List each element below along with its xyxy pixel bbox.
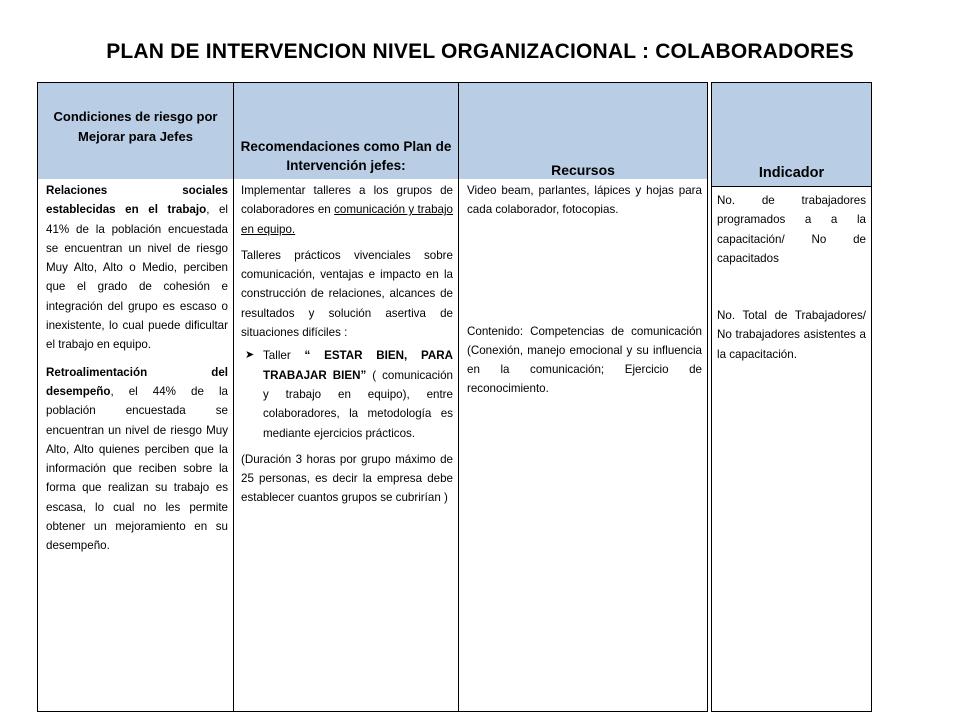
header-condiciones: Condiciones de riesgo por Mejorar para Jefes (38, 83, 234, 179)
indicator-asistentes: No. Total de Trabajadores/ No trabajadores asistentes a la capacitación. (717, 309, 866, 361)
resources-list: Video beam, parlantes, lápices y hojas para cada colaborador, fotocopias. (467, 184, 702, 217)
resources-content: Contenido: Competencias de comunicación (Conexión, manejo emocional y su influencia en la comunicación; Ejercicio de reconocimiento. (467, 324, 702, 396)
page-title: PLAN DE INTERVENCION NIVEL ORGANIZACIONAL : COLABORADORES (106, 40, 854, 63)
condition-retroalimentacion (46, 363, 228, 556)
condition-relaciones-text: , el 41% de la población encuestada se encuentran un nivel de riesgo Muy Alto, Alto o Medio, perciben que el grado de cohesión e integración del grupo es escaso o inexistente, lo cual puede dificultar el trabajo en equipo. (46, 203, 229, 352)
workshop-bullet (241, 346, 453, 442)
header-recomendaciones: Recomendaciones como Plan de Intervención jefes: (234, 83, 459, 179)
recommendation-talleres-topic: comunicación y trabajo en equipo. (241, 203, 454, 236)
workshop-duration: (Duración 3 horas por grupo máximo de 25 personas, es decir la empresa debe establecer cuantos grupos se cubrirían ) (241, 452, 453, 505)
condition-relaciones (46, 181, 228, 355)
column-indicador (712, 187, 871, 711)
header-indicador: Indicador (712, 83, 871, 187)
workshop-description: ( comunicación y trabajo en equipo), entre colaboradores, la metodología es mediante ejercicios prácticos. (263, 368, 453, 440)
intervention-table (37, 82, 708, 712)
recommendation-practicos: Talleres prácticos vivenciales sobre comunicación, ventajas e impacto en la construcción de relaciones, alcances de resultados y solución asertiva de situaciones difíciles : (241, 248, 453, 340)
workshop-prefix: Taller (263, 349, 305, 363)
recommendation-talleres-text: Implementar talleres a los grupos de colaboradores en (241, 184, 453, 217)
recommendation-talleres (241, 181, 453, 239)
arrow-bullet-icon: ➤ (245, 349, 255, 362)
column-condiciones (38, 179, 234, 711)
workshop-name: “ ESTAR BIEN, PARA TRABAJAR BIEN” (263, 349, 453, 382)
header-recursos: Recursos (459, 83, 707, 179)
workshop-bullet-text (263, 346, 453, 442)
indicator-capacitados: No. de trabajadores programados a a la capacitación/ No de capacitados (717, 194, 866, 265)
column-recomendaciones (234, 179, 459, 711)
condition-retroalimentacion-title: Retroalimentación del desempeño (46, 365, 228, 398)
column-recursos (459, 179, 707, 711)
condition-retroalimentacion-text: , el 44% de la población encuestada se encuentran un nivel de riesgo Muy Alto, Alto quienes perciben que la información que reciben sobre la forma que realizan su trabajo es escasa, lo cual no les permite obtener un mejoramiento en su desempeño. (46, 384, 228, 553)
condition-relaciones-title: Relaciones sociales establecidas en el trabajo (46, 184, 228, 217)
indicator-table (711, 82, 872, 712)
